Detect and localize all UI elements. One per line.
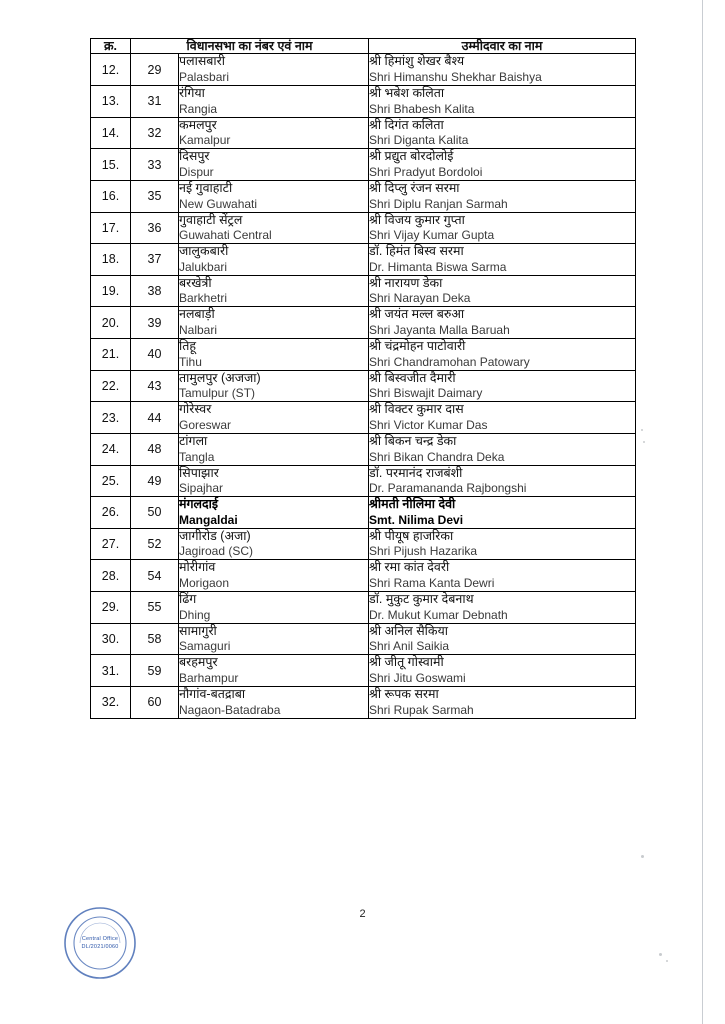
candidate-name-latin: Shri Rama Kanta Dewri bbox=[369, 576, 495, 590]
candidate-name-hindi: श्री रमा कांत देवरी bbox=[369, 560, 450, 575]
cell-assembly-number: 35 bbox=[131, 180, 179, 212]
candidate-name-latin: Shri Himanshu Shekhar Baishya bbox=[369, 70, 542, 84]
cell-candidate-name bbox=[369, 623, 636, 655]
assembly-name-latin: Barhampur bbox=[179, 670, 239, 685]
assembly-name-latin: Nalbari bbox=[179, 323, 218, 337]
cell-serial-number: 32. bbox=[91, 686, 131, 718]
cell-candidate-name bbox=[369, 212, 636, 244]
cell-serial-number: 19. bbox=[91, 275, 131, 307]
table-header bbox=[91, 39, 636, 54]
cell-candidate-name bbox=[369, 560, 636, 592]
cell-assembly-name bbox=[179, 149, 369, 181]
seal-office-label: Central Office bbox=[81, 935, 119, 942]
assembly-name-hindi: पलासबारी bbox=[179, 54, 225, 69]
table-row bbox=[91, 528, 636, 560]
candidate-list-table bbox=[90, 38, 636, 719]
assembly-name-hindi: मोरीगांव bbox=[179, 560, 216, 575]
candidate-name-latin: Shri Anil Saikia bbox=[369, 639, 450, 654]
cell-assembly-number: 49 bbox=[131, 465, 179, 497]
candidate-name-latin: Shri Rupak Sarmah bbox=[369, 702, 474, 717]
table-row bbox=[91, 686, 636, 718]
cell-assembly-name bbox=[179, 655, 369, 687]
candidate-name-hindi: श्री पीयूष हाजरिका bbox=[369, 528, 454, 543]
cell-candidate-name bbox=[369, 497, 636, 529]
cell-candidate-name bbox=[369, 307, 636, 339]
table-row bbox=[91, 149, 636, 181]
cell-serial-number: 15. bbox=[91, 149, 131, 181]
cell-assembly-name bbox=[179, 592, 369, 624]
cell-assembly-number: 33 bbox=[131, 149, 179, 181]
candidate-list-table-container bbox=[90, 38, 635, 719]
cell-assembly-name bbox=[179, 54, 369, 86]
candidate-name-latin: Shri Vijay Kumar Gupta bbox=[369, 228, 495, 243]
candidate-name-hindi: श्री रूपक सरमा bbox=[369, 686, 439, 701]
candidate-name-latin: Shri Victor Kumar Das bbox=[369, 417, 488, 432]
assembly-name-latin: Palasbari bbox=[179, 70, 230, 84]
assembly-name-hindi: दिसपुर bbox=[179, 149, 210, 164]
assembly-name-hindi: ढिंग bbox=[179, 592, 197, 606]
table-row bbox=[91, 497, 636, 529]
cell-candidate-name bbox=[369, 528, 636, 560]
cell-assembly-name bbox=[179, 275, 369, 307]
cell-assembly-name bbox=[179, 402, 369, 434]
assembly-name-hindi: नौगांव-बतद्राबा bbox=[179, 686, 246, 701]
assembly-name-hindi: सामागुरी bbox=[179, 623, 217, 638]
candidate-name-latin: Shri Bhabesh Kalita bbox=[369, 101, 475, 116]
cell-assembly-number: 60 bbox=[131, 686, 179, 718]
assembly-name-hindi: तिहू bbox=[179, 339, 197, 353]
assembly-name-hindi: बरहमपुर bbox=[179, 655, 218, 670]
assembly-name-latin: Jalukbari bbox=[179, 259, 228, 274]
assembly-name-hindi: मंगलदाई bbox=[179, 497, 219, 512]
candidate-name-latin: Shri Chandramohan Patowary bbox=[369, 354, 530, 369]
table-header-row bbox=[91, 39, 636, 54]
candidate-name-latin: Dr. Mukut Kumar Debnath bbox=[369, 607, 508, 622]
cell-serial-number: 21. bbox=[91, 339, 131, 371]
candidate-name-latin: Shri Diganta Kalita bbox=[369, 133, 469, 148]
cell-candidate-name bbox=[369, 86, 636, 118]
table-row bbox=[91, 86, 636, 118]
candidate-name-hindi: श्री चंद्रमोहन पाटोवारी bbox=[369, 339, 466, 353]
seal-registration-number: DL/2021/0060 bbox=[81, 944, 119, 950]
cell-assembly-number: 31 bbox=[131, 86, 179, 118]
candidate-name-hindi: श्री नारायण डेका bbox=[369, 275, 443, 290]
candidate-name-hindi: श्री जीतू गोस्वामी bbox=[369, 655, 444, 670]
table-body bbox=[91, 54, 636, 718]
cell-assembly-name bbox=[179, 244, 369, 276]
cell-serial-number: 18. bbox=[91, 244, 131, 276]
table-row bbox=[91, 465, 636, 497]
candidate-name-hindi: श्री विक्टर कुमार दास bbox=[369, 402, 464, 417]
scan-speck bbox=[641, 855, 644, 858]
assembly-name-hindi: टांगला bbox=[179, 433, 208, 448]
cell-assembly-number: 32 bbox=[131, 117, 179, 149]
cell-serial-number: 14. bbox=[91, 117, 131, 149]
cell-candidate-name bbox=[369, 686, 636, 718]
cell-assembly-number: 40 bbox=[131, 339, 179, 371]
candidate-name-latin: Dr. Paramananda Rajbongshi bbox=[369, 481, 527, 496]
candidate-name-hindi: डॉ. परमानंद राजबंशी bbox=[369, 465, 463, 480]
table-row bbox=[91, 307, 636, 339]
scan-speck bbox=[643, 441, 645, 443]
cell-serial-number: 13. bbox=[91, 86, 131, 118]
assembly-name-latin: New Guwahati bbox=[179, 196, 258, 211]
candidate-name-hindi: श्रीमती नीलिमा देवी bbox=[369, 497, 456, 512]
table-row bbox=[91, 339, 636, 371]
assembly-name-latin: Sipajhar bbox=[179, 481, 224, 496]
cell-assembly-name bbox=[179, 339, 369, 371]
assembly-name-hindi: गुवाहाटी सेंट्रल bbox=[179, 212, 243, 227]
cell-assembly-number: 55 bbox=[131, 592, 179, 624]
cell-candidate-name bbox=[369, 592, 636, 624]
cell-assembly-name bbox=[179, 686, 369, 718]
cell-candidate-name bbox=[369, 433, 636, 465]
cell-assembly-number: 44 bbox=[131, 402, 179, 434]
cell-assembly-name bbox=[179, 117, 369, 149]
assembly-name-latin: Morigaon bbox=[179, 576, 230, 590]
candidate-name-latin: Shri Pijush Hazarika bbox=[369, 544, 478, 559]
party-office-seal bbox=[62, 905, 138, 981]
cell-serial-number: 22. bbox=[91, 370, 131, 402]
cell-assembly-number: 59 bbox=[131, 655, 179, 687]
cell-assembly-name bbox=[179, 623, 369, 655]
table-row bbox=[91, 370, 636, 402]
cell-assembly-name bbox=[179, 465, 369, 497]
candidate-name-latin: Shri Biswajit Daimary bbox=[369, 386, 483, 401]
cell-assembly-number: 54 bbox=[131, 560, 179, 592]
cell-serial-number: 20. bbox=[91, 307, 131, 339]
candidate-name-hindi: श्री जयंत मल्ल बरुआ bbox=[369, 307, 465, 322]
column-header-candidate: उम्मीदवार का नाम bbox=[369, 39, 636, 54]
cell-assembly-number: 58 bbox=[131, 623, 179, 655]
scan-speck bbox=[666, 960, 668, 962]
cell-serial-number: 30. bbox=[91, 623, 131, 655]
column-header-assembly: विधानसभा का नंबर एवं नाम bbox=[131, 39, 369, 54]
assembly-name-latin: Dhing bbox=[179, 607, 211, 622]
candidate-name-hindi: डॉ. मुकुट कुमार देबनाथ bbox=[369, 592, 474, 606]
candidate-name-latin: Shri Pradyut Bordoloi bbox=[369, 164, 483, 179]
cell-serial-number: 26. bbox=[91, 497, 131, 529]
cell-candidate-name bbox=[369, 117, 636, 149]
assembly-name-latin: Jagiroad (SC) bbox=[179, 544, 254, 559]
cell-assembly-name bbox=[179, 497, 369, 529]
assembly-name-latin: Rangia bbox=[179, 101, 218, 116]
table-row bbox=[91, 592, 636, 624]
table-row bbox=[91, 433, 636, 465]
candidate-name-hindi: श्री विजय कुमार गुप्ता bbox=[369, 212, 465, 227]
page-number: 2 bbox=[359, 908, 366, 920]
cell-serial-number: 31. bbox=[91, 655, 131, 687]
assembly-name-latin: Dispur bbox=[179, 164, 214, 179]
candidate-name-latin: Shri Narayan Deka bbox=[369, 291, 471, 306]
cell-assembly-name bbox=[179, 180, 369, 212]
assembly-name-hindi: तामुलपुर (अजजा) bbox=[179, 370, 261, 385]
candidate-name-latin: Shri Jitu Goswami bbox=[369, 670, 466, 685]
cell-candidate-name bbox=[369, 655, 636, 687]
candidate-name-hindi: श्री अनिल सैकिया bbox=[369, 623, 449, 638]
assembly-name-hindi: जालुकबारी bbox=[179, 244, 229, 259]
assembly-name-hindi: नलबाड़ी bbox=[179, 307, 215, 322]
cell-assembly-number: 39 bbox=[131, 307, 179, 339]
scan-edge-mark bbox=[702, 0, 703, 1024]
scan-speck bbox=[641, 429, 643, 431]
table-row bbox=[91, 623, 636, 655]
cell-assembly-name bbox=[179, 86, 369, 118]
candidate-name-hindi: श्री दिप्लु रंजन सरमा bbox=[369, 180, 460, 195]
assembly-name-hindi: कमलपुर bbox=[179, 117, 217, 132]
assembly-name-latin: Samaguri bbox=[179, 639, 231, 654]
candidate-name-hindi: श्री दिगंत कलिता bbox=[369, 117, 444, 132]
table-row bbox=[91, 180, 636, 212]
table-row bbox=[91, 244, 636, 276]
cell-assembly-number: 29 bbox=[131, 54, 179, 86]
assembly-name-latin: Mangaldai bbox=[179, 512, 238, 527]
assembly-name-hindi: सिपाझार bbox=[179, 465, 219, 480]
table-row bbox=[91, 117, 636, 149]
candidate-name-latin: Smt. Nilima Devi bbox=[369, 512, 464, 527]
cell-candidate-name bbox=[369, 339, 636, 371]
candidate-name-hindi: डॉ. हिमंत बिस्व सरमा bbox=[369, 244, 464, 259]
cell-assembly-name bbox=[179, 560, 369, 592]
cell-assembly-name bbox=[179, 212, 369, 244]
cell-assembly-number: 43 bbox=[131, 370, 179, 402]
cell-serial-number: 25. bbox=[91, 465, 131, 497]
table-row bbox=[91, 402, 636, 434]
table-row bbox=[91, 655, 636, 687]
cell-assembly-name bbox=[179, 433, 369, 465]
assembly-name-latin: Kamalpur bbox=[179, 133, 231, 148]
candidate-name-hindi: श्री बिकन चन्द्र डेका bbox=[369, 433, 457, 448]
cell-candidate-name bbox=[369, 54, 636, 86]
cell-serial-number: 29. bbox=[91, 592, 131, 624]
cell-assembly-name bbox=[179, 370, 369, 402]
table-row bbox=[91, 560, 636, 592]
candidate-name-hindi: श्री भबेश कलिता bbox=[369, 86, 445, 100]
candidate-name-latin: Shri Bikan Chandra Deka bbox=[369, 449, 505, 464]
candidate-name-latin: Shri Jayanta Malla Baruah bbox=[369, 323, 510, 337]
cell-assembly-number: 37 bbox=[131, 244, 179, 276]
cell-serial-number: 24. bbox=[91, 433, 131, 465]
cell-assembly-name bbox=[179, 528, 369, 560]
assembly-name-latin: Tamulpur (ST) bbox=[179, 386, 256, 401]
assembly-name-hindi: बरखेत्री bbox=[179, 275, 212, 290]
assembly-name-latin: Nagaon-Batadraba bbox=[179, 702, 281, 717]
assembly-name-latin: Tihu bbox=[179, 354, 202, 369]
assembly-name-latin: Guwahati Central bbox=[179, 228, 272, 243]
candidate-name-hindi: श्री प्रद्युत बोरदोलोई bbox=[369, 149, 454, 164]
cell-serial-number: 28. bbox=[91, 560, 131, 592]
cell-serial-number: 27. bbox=[91, 528, 131, 560]
cell-candidate-name bbox=[369, 149, 636, 181]
scan-speck bbox=[659, 953, 662, 956]
candidate-name-hindi: श्री बिस्वजीत दैमारी bbox=[369, 370, 456, 385]
assembly-name-hindi: नई गुवाहाटी bbox=[179, 180, 233, 195]
cell-assembly-number: 38 bbox=[131, 275, 179, 307]
candidate-name-latin: Dr. Himanta Biswa Sarma bbox=[369, 259, 507, 274]
assembly-name-latin: Barkhetri bbox=[179, 291, 228, 306]
seal-text-block bbox=[62, 905, 138, 981]
cell-serial-number: 23. bbox=[91, 402, 131, 434]
cell-serial-number: 16. bbox=[91, 180, 131, 212]
cell-serial-number: 17. bbox=[91, 212, 131, 244]
column-header-serial: क्र. bbox=[91, 39, 131, 54]
cell-assembly-number: 36 bbox=[131, 212, 179, 244]
cell-candidate-name bbox=[369, 465, 636, 497]
cell-assembly-number: 50 bbox=[131, 497, 179, 529]
cell-candidate-name bbox=[369, 180, 636, 212]
assembly-name-hindi: रंगिया bbox=[179, 86, 205, 100]
cell-candidate-name bbox=[369, 402, 636, 434]
assembly-name-latin: Tangla bbox=[179, 449, 215, 464]
cell-candidate-name bbox=[369, 370, 636, 402]
assembly-name-hindi: गोरेस्वर bbox=[179, 402, 212, 417]
cell-serial-number: 12. bbox=[91, 54, 131, 86]
cell-assembly-number: 48 bbox=[131, 433, 179, 465]
cell-assembly-name bbox=[179, 307, 369, 339]
table-row bbox=[91, 54, 636, 86]
cell-assembly-number: 52 bbox=[131, 528, 179, 560]
candidate-name-latin: Shri Diplu Ranjan Sarmah bbox=[369, 196, 508, 211]
candidate-name-hindi: श्री हिमांशु शेखर बैश्य bbox=[369, 54, 465, 69]
table-row bbox=[91, 275, 636, 307]
table-row bbox=[91, 212, 636, 244]
cell-candidate-name bbox=[369, 275, 636, 307]
assembly-name-hindi: जागीरोड (अजा) bbox=[179, 528, 251, 543]
assembly-name-latin: Goreswar bbox=[179, 417, 232, 432]
cell-candidate-name bbox=[369, 244, 636, 276]
